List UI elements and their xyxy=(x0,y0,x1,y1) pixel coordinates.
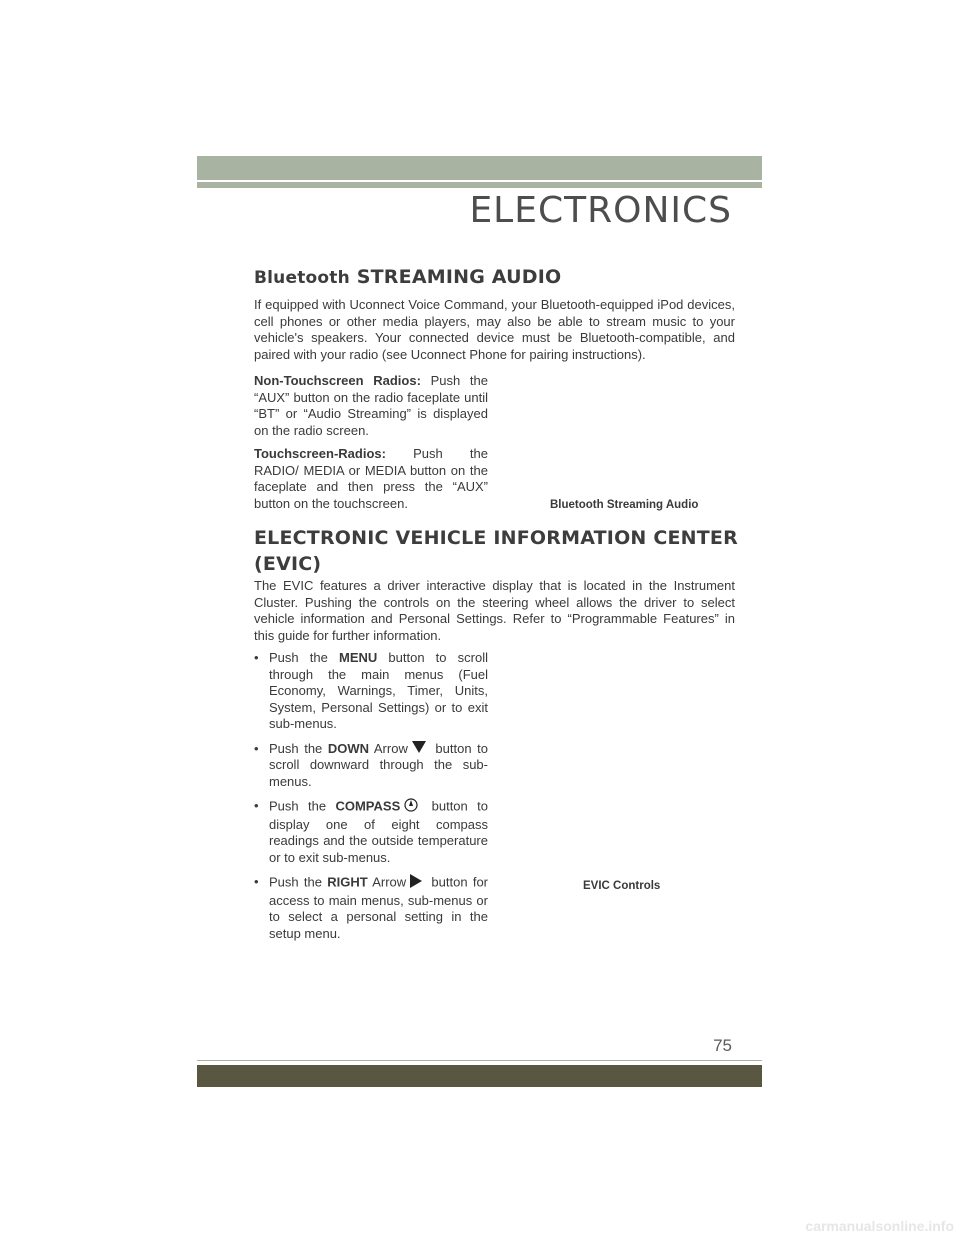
evic-heading-line1: ELECTRONIC VEHICLE INFORMATION CENTER xyxy=(254,527,738,549)
evic-caption: EVIC Controls xyxy=(583,880,661,892)
header-rule xyxy=(197,182,762,188)
right-key: RIGHT xyxy=(327,875,368,890)
section-title: ELECTRONICS xyxy=(469,190,732,231)
bt-touch xyxy=(254,446,488,512)
down-key: DOWN xyxy=(327,740,370,756)
list-item: • Push the RIGHT Arrow button for access to main menus, sub-menus or to select a personal setting in the setup menu. xyxy=(254,874,488,942)
bt-intro: If equipped with Uconnect Voice Command, your Bluetooth-equipped iPod devices, cell phones or other media players, may also be able to stream music to your vehicle's speakers. Your connected device must be Bluetooth-compatible, and paired with your radio (see Uconnect Phone for pairing instructions). xyxy=(254,297,735,362)
evic-bullet-list xyxy=(254,650,488,950)
page-number: 75 xyxy=(713,1036,732,1055)
evic-heading xyxy=(254,525,738,577)
down-arrow-icon xyxy=(412,741,426,758)
footer-bar xyxy=(197,1065,762,1087)
list-item: • Push the MENU button to scroll through the main menus (Fuel Economy, Warnings, Timer, Units, System, Personal Settings) or to exit sub-menus. xyxy=(254,650,488,733)
watermark: carmanualsonline.info xyxy=(805,1218,954,1234)
compass-key: COMPASS xyxy=(335,799,401,814)
bt-nontouch-label: Non-Touchscreen Radios: xyxy=(254,373,421,388)
list-item: • Push the COMPASS button to display one of eight compass readings and the outside temperature or to exit sub-menus. xyxy=(254,798,488,866)
bt-touch-text: Push the RADIO/ MEDIA or MEDIA button on the faceplate and then press the “AUX” button on the touchscreen. xyxy=(254,446,488,511)
bt-nontouch xyxy=(254,373,488,439)
footer-rule xyxy=(197,1060,762,1061)
bt-heading xyxy=(254,266,561,288)
evic-intro: The EVIC features a driver interactive display that is located in the Instrument Cluster. Pushing the controls on the steering wheel allows the driver to select vehicle information and Personal Settings. Refer to “Programmable Features” in this guide for further information. xyxy=(254,578,735,643)
list-item: • Push the DOWN Arrow button to scroll downward through the sub-menus. xyxy=(254,741,488,791)
right-arrow-icon xyxy=(410,874,422,893)
bt-heading-rest: STREAMING AUDIO xyxy=(356,266,562,288)
menu-key: MENU xyxy=(338,650,378,665)
compass-icon xyxy=(404,798,418,817)
bt-nontouch-text: Push the “AUX” button on the radio faceplate until “BT” or “Audio Streaming” is displayed on the radio screen. xyxy=(254,373,488,438)
evic-heading-line2: (EVIC) xyxy=(254,553,322,575)
bt-caption: Bluetooth Streaming Audio xyxy=(550,499,699,511)
bt-heading-prefix: Bluetooth xyxy=(254,268,350,288)
bt-touch-label: Touchscreen-Radios: xyxy=(254,446,386,461)
header-bar xyxy=(197,156,762,180)
